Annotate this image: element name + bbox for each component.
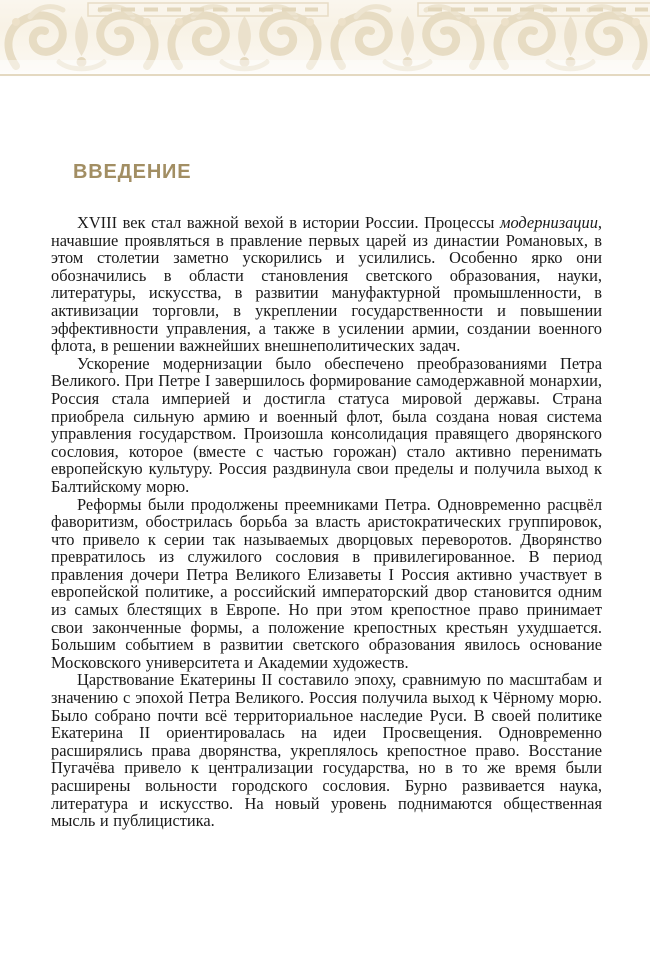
page-title: ВВЕДЕНИЕ: [73, 161, 192, 183]
paragraph: [51, 671, 602, 829]
body-text: [51, 214, 602, 830]
text-run: Ускорение модернизации было обеспечено преобразованиями Петра Великого. При Петре I завершилось формирование самодержавной монархии, Россия стала империей и достигла статуса мировой державы. Страна приобрела сильную армию и военный флот, была создана новая система управления государством. Произошла консолидация правящего дворянского сословия, которое (вместе с частью горожан) стало активно перенимать европейскую культуру. Россия раздвинула свои пределы и получила выход к Балтийскому морю.: [51, 353, 602, 496]
ornamental-border: [0, 0, 650, 78]
floral-frieze-icon: [0, 0, 650, 78]
text-run: Реформы были продолжены преемниками Петра. Одновременно расцвёл фаворитизм, обострилась борьба за власть аристократических группировок, что привело к серии так называемых дворцовых переворотов. Дворянство превратилось из служилого сословия в привилегированное. В период правления дочери Петра Великого Елизаветы I Россия активно участвует в европейской политике, а российский императорский двор становится одним из самых блестящих в Европе. Но при этом крепостное право принимает свои законченные формы, а положение крепостных крестьян ухудшается. Большим событием в развитии светского образования явилось основание Московского университета и Академии художеств.: [51, 494, 602, 672]
paragraph: [51, 355, 602, 496]
text-run: , начавшие проявляться в правление первых царей из династии Романовых, в этом столетии заметно ускорились и усилились. Особенно ярко они обозначились в области становления светского образования, науки, литературы, искусства, в развитии мануфактурной промышленности, в активизации торговли, в укреплении государственности и повышении эффективности управления, а также в усилении армии, создании военного флота, в решении важнейших внешнеполитических задач.: [51, 213, 602, 356]
text-run: XVIII век стал важной вехой в истории России. Процессы: [77, 213, 500, 232]
italic-term: модернизации: [499, 213, 598, 232]
paragraph: [51, 214, 602, 355]
text-run: Царствование Екатерины II составило эпоху, сравнимую по масштабам и значению с эпохой Петра Великого. Россия получила выход к Чёрному морю. Было собрано почти всё территориальное наследие Руси. В своей политике Екатерина II ориентировалась на идеи Просвещения. Одновременно расширялись права дворянства, укреплялось крепостное право. Восстание Пугачёва привело к централизации государства, но в то же время были расширены вольности городского сословия. Бурно развивается наука, литература и искусство. На новый уровень поднимаются общественная мысль и публицистика.: [51, 670, 602, 831]
paragraph: [51, 496, 602, 672]
